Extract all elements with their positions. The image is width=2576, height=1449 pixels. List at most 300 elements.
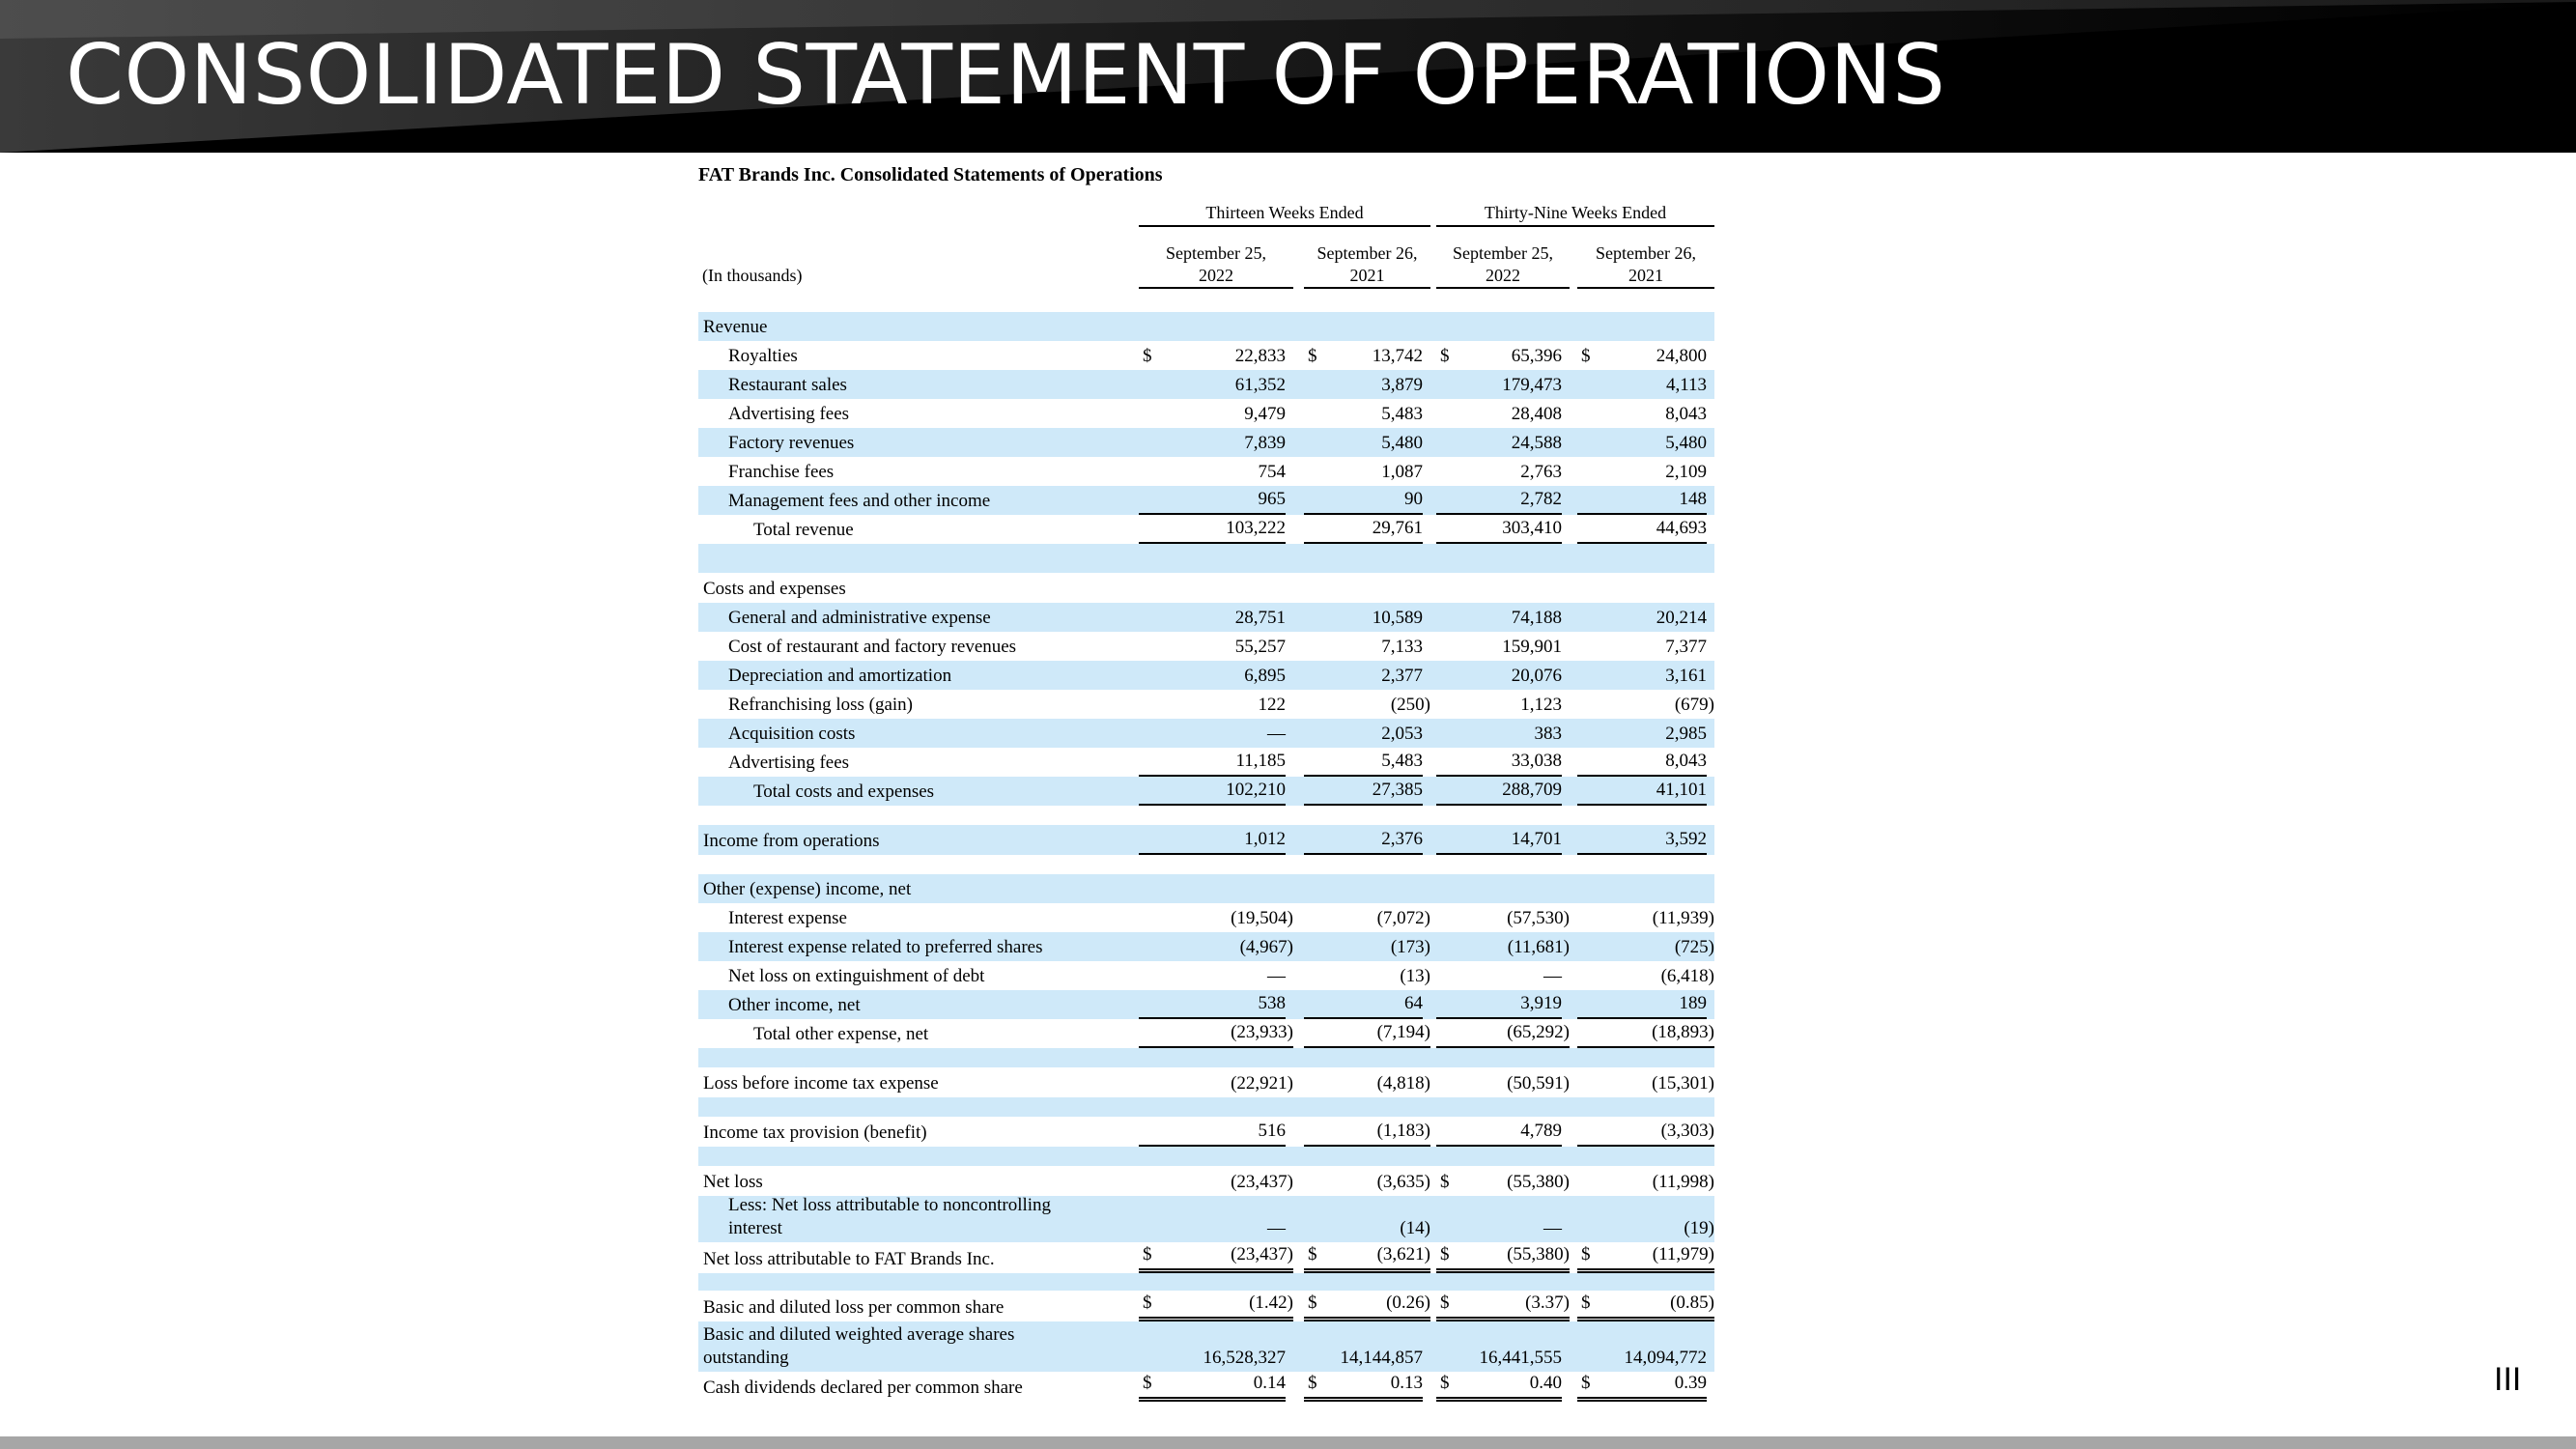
value-cell [1436, 1117, 1562, 1147]
cell-value: (50,591) [1507, 1073, 1570, 1094]
value-cell [1577, 990, 1707, 1019]
table-row [698, 457, 1714, 486]
spacer-row [698, 544, 1714, 573]
table-row [698, 777, 1714, 806]
row-label: Revenue [703, 317, 768, 337]
value-cell [1577, 399, 1707, 428]
cell-value: (725) [1674, 937, 1714, 957]
cell-value: 3,592 [1665, 829, 1707, 849]
cell-value: (23,933) [1231, 1022, 1293, 1042]
value-cell [1577, 903, 1714, 932]
cell-value: 24,588 [1511, 433, 1562, 453]
row-label: Other (expense) income, net [703, 879, 912, 899]
value-cell [1304, 486, 1423, 515]
value-cell [1139, 825, 1286, 855]
value-cell [1139, 486, 1286, 515]
row-label: Advertising fees [728, 404, 850, 424]
row-label: Interest expense [728, 908, 847, 928]
value-cell [1436, 1372, 1562, 1402]
table-row [698, 370, 1714, 399]
cell-value: 0.39 [1674, 1373, 1707, 1393]
row-label: Loss before income tax expense [703, 1073, 939, 1094]
cell-value: (0.85) [1670, 1293, 1714, 1313]
value-cell [1436, 603, 1562, 632]
cell-value: 61,352 [1234, 375, 1286, 395]
cell-value: 3,161 [1665, 666, 1707, 686]
cell-value: (55,380) [1507, 1244, 1570, 1264]
dollar-sign: $ [1143, 1373, 1152, 1393]
cell-value: 3,879 [1381, 375, 1423, 395]
row-label: Cash dividends declared per common share [703, 1378, 1023, 1398]
dollar-sign: $ [1308, 346, 1317, 366]
cell-value: 74,188 [1511, 608, 1562, 628]
row-label: Less: Net loss attributable to noncontrolling interest [728, 1195, 1052, 1238]
row-label: Royalties [728, 346, 798, 366]
cell-value: 65,396 [1511, 346, 1562, 366]
cell-value: 148 [1679, 489, 1707, 509]
value-cell [1304, 428, 1423, 457]
bottom-bar [0, 1436, 2576, 1449]
value-cell [1577, 603, 1707, 632]
value-cell [1436, 399, 1562, 428]
cell-value: 2,109 [1665, 462, 1707, 482]
value-cell [1304, 825, 1423, 855]
cell-value: (11,939) [1652, 908, 1714, 928]
cell-value: 5,480 [1381, 433, 1423, 453]
cell-value: (23,437) [1231, 1244, 1293, 1264]
value-cell [1577, 777, 1707, 806]
value-cell [1436, 632, 1562, 661]
value-cell [1304, 603, 1423, 632]
cell-value: 33,038 [1511, 751, 1562, 771]
value-cell [1304, 632, 1423, 661]
value-cell [1577, 457, 1707, 486]
cell-value: 538 [1258, 993, 1286, 1013]
cell-value: 4,113 [1665, 375, 1707, 395]
cell-value: 2,763 [1520, 462, 1562, 482]
dollar-sign: $ [1581, 1293, 1591, 1313]
row-label: Total other expense, net [753, 1024, 929, 1044]
value-cell [1436, 1166, 1570, 1196]
table-row [698, 1166, 1714, 1196]
cell-value: 1,012 [1244, 829, 1286, 849]
value-cell [1304, 903, 1430, 932]
value-cell [1139, 1117, 1286, 1147]
table-row [698, 341, 1714, 370]
value-cell [1436, 932, 1570, 961]
table-row [698, 1067, 1714, 1097]
cell-value: (679) [1674, 695, 1714, 715]
value-cell [1139, 428, 1286, 457]
value-cell [1139, 1242, 1293, 1273]
cell-value: (13) [1400, 966, 1430, 986]
value-cell [1577, 428, 1707, 457]
value-cell [1436, 486, 1562, 515]
cell-value: 1,087 [1381, 462, 1423, 482]
cell-value: (4,818) [1376, 1073, 1430, 1094]
table-row [698, 1242, 1714, 1273]
value-cell [1436, 1019, 1570, 1048]
cell-value: 8,043 [1665, 751, 1707, 771]
cell-value: 64 [1404, 993, 1423, 1013]
cell-value: 0.13 [1390, 1373, 1423, 1393]
cell-value: 8,043 [1665, 404, 1707, 424]
value-cell [1577, 1166, 1714, 1196]
value-cell [1304, 932, 1430, 961]
cell-value: (1,183) [1376, 1121, 1430, 1141]
dollar-sign: $ [1308, 1244, 1317, 1264]
units-label: (In thousands) [702, 266, 803, 285]
cell-value: 102,210 [1226, 780, 1286, 800]
cell-value: (18,893) [1652, 1022, 1714, 1042]
cell-value: 6,895 [1244, 666, 1286, 686]
table-row [698, 825, 1714, 855]
dollar-sign: $ [1308, 1373, 1317, 1393]
table-row [698, 515, 1714, 544]
value-cell [1577, 632, 1707, 661]
cell-value: (65,292) [1507, 1022, 1570, 1042]
table-row [698, 690, 1714, 719]
column-header-date: September 26, [1596, 243, 1696, 263]
dollar-sign: $ [1143, 1293, 1152, 1313]
page-marker: III [2494, 1361, 2522, 1398]
cell-value: 14,701 [1511, 829, 1562, 849]
cell-value: (55,380) [1507, 1172, 1570, 1192]
value-cell [1577, 1117, 1714, 1147]
dollar-sign: $ [1440, 1244, 1450, 1264]
value-cell [1139, 1291, 1293, 1321]
cell-value: 103,222 [1226, 518, 1286, 538]
dollar-sign: $ [1581, 346, 1591, 366]
value-cell [1304, 341, 1423, 370]
table-row [698, 1321, 1714, 1372]
value-cell [1139, 990, 1286, 1019]
column-header [1304, 242, 1430, 289]
table-row [698, 603, 1714, 632]
value-cell [1436, 990, 1562, 1019]
cell-value: (1.42) [1249, 1293, 1293, 1313]
value-cell [1139, 457, 1286, 486]
cell-value: 44,693 [1656, 518, 1707, 538]
slide-title: CONSOLIDATED STATEMENT OF OPERATIONS [66, 27, 1946, 124]
row-label: Income from operations [703, 831, 880, 851]
value-cell [1304, 457, 1423, 486]
cell-value: 0.14 [1253, 1373, 1286, 1393]
cell-value: (11,998) [1652, 1172, 1714, 1192]
value-cell [1304, 961, 1430, 990]
value-cell [1577, 1196, 1714, 1242]
value-cell [1436, 903, 1570, 932]
cell-value: (19) [1684, 1218, 1714, 1238]
cell-value: 16,441,555 [1479, 1348, 1562, 1368]
cell-value: (173) [1390, 937, 1430, 957]
row-label: Net loss on extinguishment of debt [728, 966, 985, 986]
value-cell [1304, 990, 1423, 1019]
cell-value: 2,376 [1381, 829, 1423, 849]
value-cell [1577, 719, 1707, 748]
value-cell [1139, 748, 1286, 777]
cell-value: 2,985 [1665, 724, 1707, 744]
column-header [1577, 242, 1714, 289]
table-row [698, 1117, 1714, 1147]
column-header-year: 2021 [1628, 266, 1663, 285]
row-label: Other income, net [728, 995, 861, 1015]
value-cell [1139, 603, 1286, 632]
table-row [698, 312, 1714, 341]
cell-value: (57,530) [1507, 908, 1570, 928]
spacer-row [698, 806, 1714, 825]
cell-value: 122 [1258, 695, 1286, 715]
value-cell [1436, 719, 1562, 748]
value-cell [1139, 515, 1286, 544]
cell-value: (0.26) [1386, 1293, 1430, 1313]
spacer-row [698, 1147, 1714, 1166]
value-cell [1436, 690, 1562, 719]
dollar-sign: $ [1440, 1293, 1450, 1313]
dollar-sign: $ [1143, 1244, 1152, 1264]
column-header-year: 2022 [1486, 266, 1520, 285]
cell-value: (23,437) [1231, 1172, 1293, 1192]
cell-value: 1,123 [1520, 695, 1562, 715]
cell-value: (3,621) [1376, 1244, 1430, 1264]
value-cell [1139, 1019, 1293, 1048]
group-header-thirteen-weeks: Thirteen Weeks Ended [1139, 200, 1430, 227]
group-header-thirty-nine-weeks: Thirty-Nine Weeks Ended [1436, 200, 1714, 227]
cell-value: 0.40 [1529, 1373, 1562, 1393]
cell-value: (3,303) [1660, 1121, 1714, 1141]
cell-value: 24,800 [1656, 346, 1707, 366]
value-cell [1304, 690, 1430, 719]
cell-value: — [1543, 1218, 1562, 1238]
row-label: General and administrative expense [728, 608, 991, 628]
table-row [698, 428, 1714, 457]
cell-value: 28,751 [1234, 608, 1286, 628]
cell-value: (3,635) [1376, 1172, 1430, 1192]
value-cell [1139, 777, 1286, 806]
value-cell [1304, 1372, 1423, 1402]
value-cell [1139, 1321, 1286, 1372]
table-row [698, 1291, 1714, 1321]
value-cell [1304, 1166, 1430, 1196]
value-cell [1577, 341, 1707, 370]
value-cell [1436, 457, 1562, 486]
value-cell [1139, 341, 1286, 370]
value-cell [1436, 661, 1562, 690]
table-row [698, 990, 1714, 1019]
row-label: Cost of restaurant and factory revenues [728, 637, 1017, 657]
cell-value: 41,101 [1656, 780, 1707, 800]
cell-value: 4,789 [1520, 1121, 1562, 1141]
value-cell [1577, 1067, 1714, 1097]
cell-value: (250) [1390, 695, 1430, 715]
table-row [698, 1196, 1714, 1242]
spacer-row [698, 1048, 1714, 1067]
cell-value: 14,094,772 [1624, 1348, 1707, 1368]
spacer-row [698, 1097, 1714, 1117]
row-label: Advertising fees [728, 753, 850, 773]
value-cell [1436, 1196, 1562, 1242]
value-cell [1577, 1321, 1707, 1372]
cell-value: 3,919 [1520, 993, 1562, 1013]
value-cell [1436, 961, 1562, 990]
value-cell [1577, 1291, 1714, 1321]
cell-value: 55,257 [1234, 637, 1286, 657]
cell-value: 9,479 [1244, 404, 1286, 424]
cell-value: — [1267, 966, 1286, 986]
value-cell [1304, 777, 1423, 806]
row-label: Total costs and expenses [753, 781, 935, 802]
row-label: Costs and expenses [703, 579, 846, 599]
value-cell [1139, 690, 1286, 719]
value-cell [1577, 515, 1707, 544]
table-row [698, 719, 1714, 748]
table-row [698, 399, 1714, 428]
table-row [698, 903, 1714, 932]
cell-value: (14) [1400, 1218, 1430, 1238]
value-cell [1139, 1372, 1286, 1402]
table-row [698, 661, 1714, 690]
cell-value: 383 [1534, 724, 1562, 744]
spacer-row [698, 1273, 1714, 1291]
cell-value: (22,921) [1231, 1073, 1293, 1094]
value-cell [1304, 748, 1423, 777]
value-cell [1577, 961, 1714, 990]
value-cell [1139, 932, 1293, 961]
dollar-sign: $ [1440, 346, 1450, 366]
cell-value: 20,076 [1511, 666, 1562, 686]
row-label: Franchise fees [728, 462, 835, 482]
cell-value: 516 [1258, 1121, 1286, 1141]
cell-value: 22,833 [1234, 346, 1286, 366]
table-row [698, 486, 1714, 515]
value-cell [1436, 825, 1562, 855]
value-cell [1304, 515, 1423, 544]
statement-title: FAT Brands Inc. Consolidated Statements of Operations [698, 164, 1163, 185]
cell-value: 28,408 [1511, 404, 1562, 424]
value-cell [1436, 1067, 1570, 1097]
value-cell [1139, 1166, 1293, 1196]
cell-value: 90 [1404, 489, 1423, 509]
value-cell [1577, 825, 1707, 855]
cell-value: 7,377 [1665, 637, 1707, 657]
cell-value: 5,483 [1381, 404, 1423, 424]
row-label: Basic and diluted loss per common share [703, 1297, 1005, 1318]
value-cell [1139, 719, 1286, 748]
cell-value: — [1267, 1218, 1286, 1238]
row-label: Net loss [703, 1172, 763, 1192]
cell-value: 7,839 [1244, 433, 1286, 453]
column-header [1436, 242, 1570, 289]
value-cell [1577, 1372, 1707, 1402]
cell-value: 2,377 [1381, 666, 1423, 686]
value-cell [1577, 661, 1707, 690]
value-cell [1436, 515, 1562, 544]
value-cell [1139, 961, 1286, 990]
cell-value: 11,185 [1235, 751, 1286, 771]
row-label: Income tax provision (benefit) [703, 1122, 927, 1143]
cell-value: (11,681) [1507, 937, 1570, 957]
dollar-sign: $ [1308, 1293, 1317, 1313]
cell-value: (3.37) [1525, 1293, 1570, 1313]
value-cell [1577, 1019, 1714, 1048]
value-cell [1436, 1242, 1570, 1273]
value-cell [1304, 1067, 1430, 1097]
column-header-year: 2022 [1199, 266, 1233, 285]
value-cell [1139, 632, 1286, 661]
value-cell [1304, 370, 1423, 399]
table-row [698, 1372, 1714, 1402]
value-cell [1139, 903, 1293, 932]
cell-value: (15,301) [1652, 1073, 1714, 1094]
value-cell [1436, 341, 1562, 370]
cell-value: 303,410 [1502, 518, 1562, 538]
spacer-row [698, 855, 1714, 874]
value-cell [1139, 370, 1286, 399]
cell-value: 159,901 [1502, 637, 1562, 657]
column-header-year: 2021 [1349, 266, 1385, 285]
value-cell [1304, 1019, 1430, 1048]
row-label: Interest expense related to preferred shares [728, 937, 1043, 957]
cell-value: (4,967) [1239, 937, 1293, 957]
value-cell [1436, 1291, 1570, 1321]
cell-value: 13,742 [1372, 346, 1423, 366]
value-cell [1577, 1242, 1714, 1273]
value-cell [1436, 777, 1562, 806]
cell-value: (7,194) [1376, 1022, 1430, 1042]
row-label: Restaurant sales [728, 375, 847, 395]
value-cell [1436, 748, 1562, 777]
row-label: Management fees and other income [728, 491, 991, 511]
cell-value: — [1543, 966, 1562, 986]
cell-value: (7,072) [1376, 908, 1430, 928]
cell-value: 288,709 [1502, 780, 1562, 800]
row-label: Refranchising loss (gain) [728, 695, 914, 715]
row-label: Factory revenues [728, 433, 855, 453]
row-label: Basic and diluted weighted average shares outstanding [703, 1324, 1015, 1368]
title-banner [0, 0, 2576, 153]
cell-value: 5,483 [1381, 751, 1423, 771]
cell-value: 965 [1258, 489, 1286, 509]
dollar-sign: $ [1440, 1172, 1450, 1192]
cell-value: 10,589 [1372, 608, 1423, 628]
value-cell [1436, 428, 1562, 457]
value-cell [1304, 1196, 1430, 1242]
table-row [698, 632, 1714, 661]
cell-value: 20,214 [1656, 608, 1707, 628]
column-header-date: September 25, [1453, 243, 1553, 263]
cell-value: 754 [1258, 462, 1286, 482]
cell-value: 16,528,327 [1203, 1348, 1286, 1368]
value-cell [1304, 1117, 1430, 1147]
value-cell [1577, 486, 1707, 515]
cell-value: (19,504) [1231, 908, 1293, 928]
value-cell [1577, 370, 1707, 399]
table-row [698, 961, 1714, 990]
cell-value: (6,418) [1660, 966, 1714, 986]
table-row [698, 573, 1714, 603]
dollar-sign: $ [1581, 1244, 1591, 1264]
cell-value: 2,782 [1520, 489, 1562, 509]
dollar-sign: $ [1143, 346, 1152, 366]
row-label: Total revenue [753, 520, 854, 540]
dollar-sign: $ [1581, 1373, 1591, 1393]
value-cell [1139, 661, 1286, 690]
row-label: Depreciation and amortization [728, 666, 952, 686]
value-cell [1304, 719, 1423, 748]
column-header-date: September 26, [1316, 243, 1418, 263]
cell-value: 179,473 [1502, 375, 1562, 395]
value-cell [1139, 1067, 1293, 1097]
